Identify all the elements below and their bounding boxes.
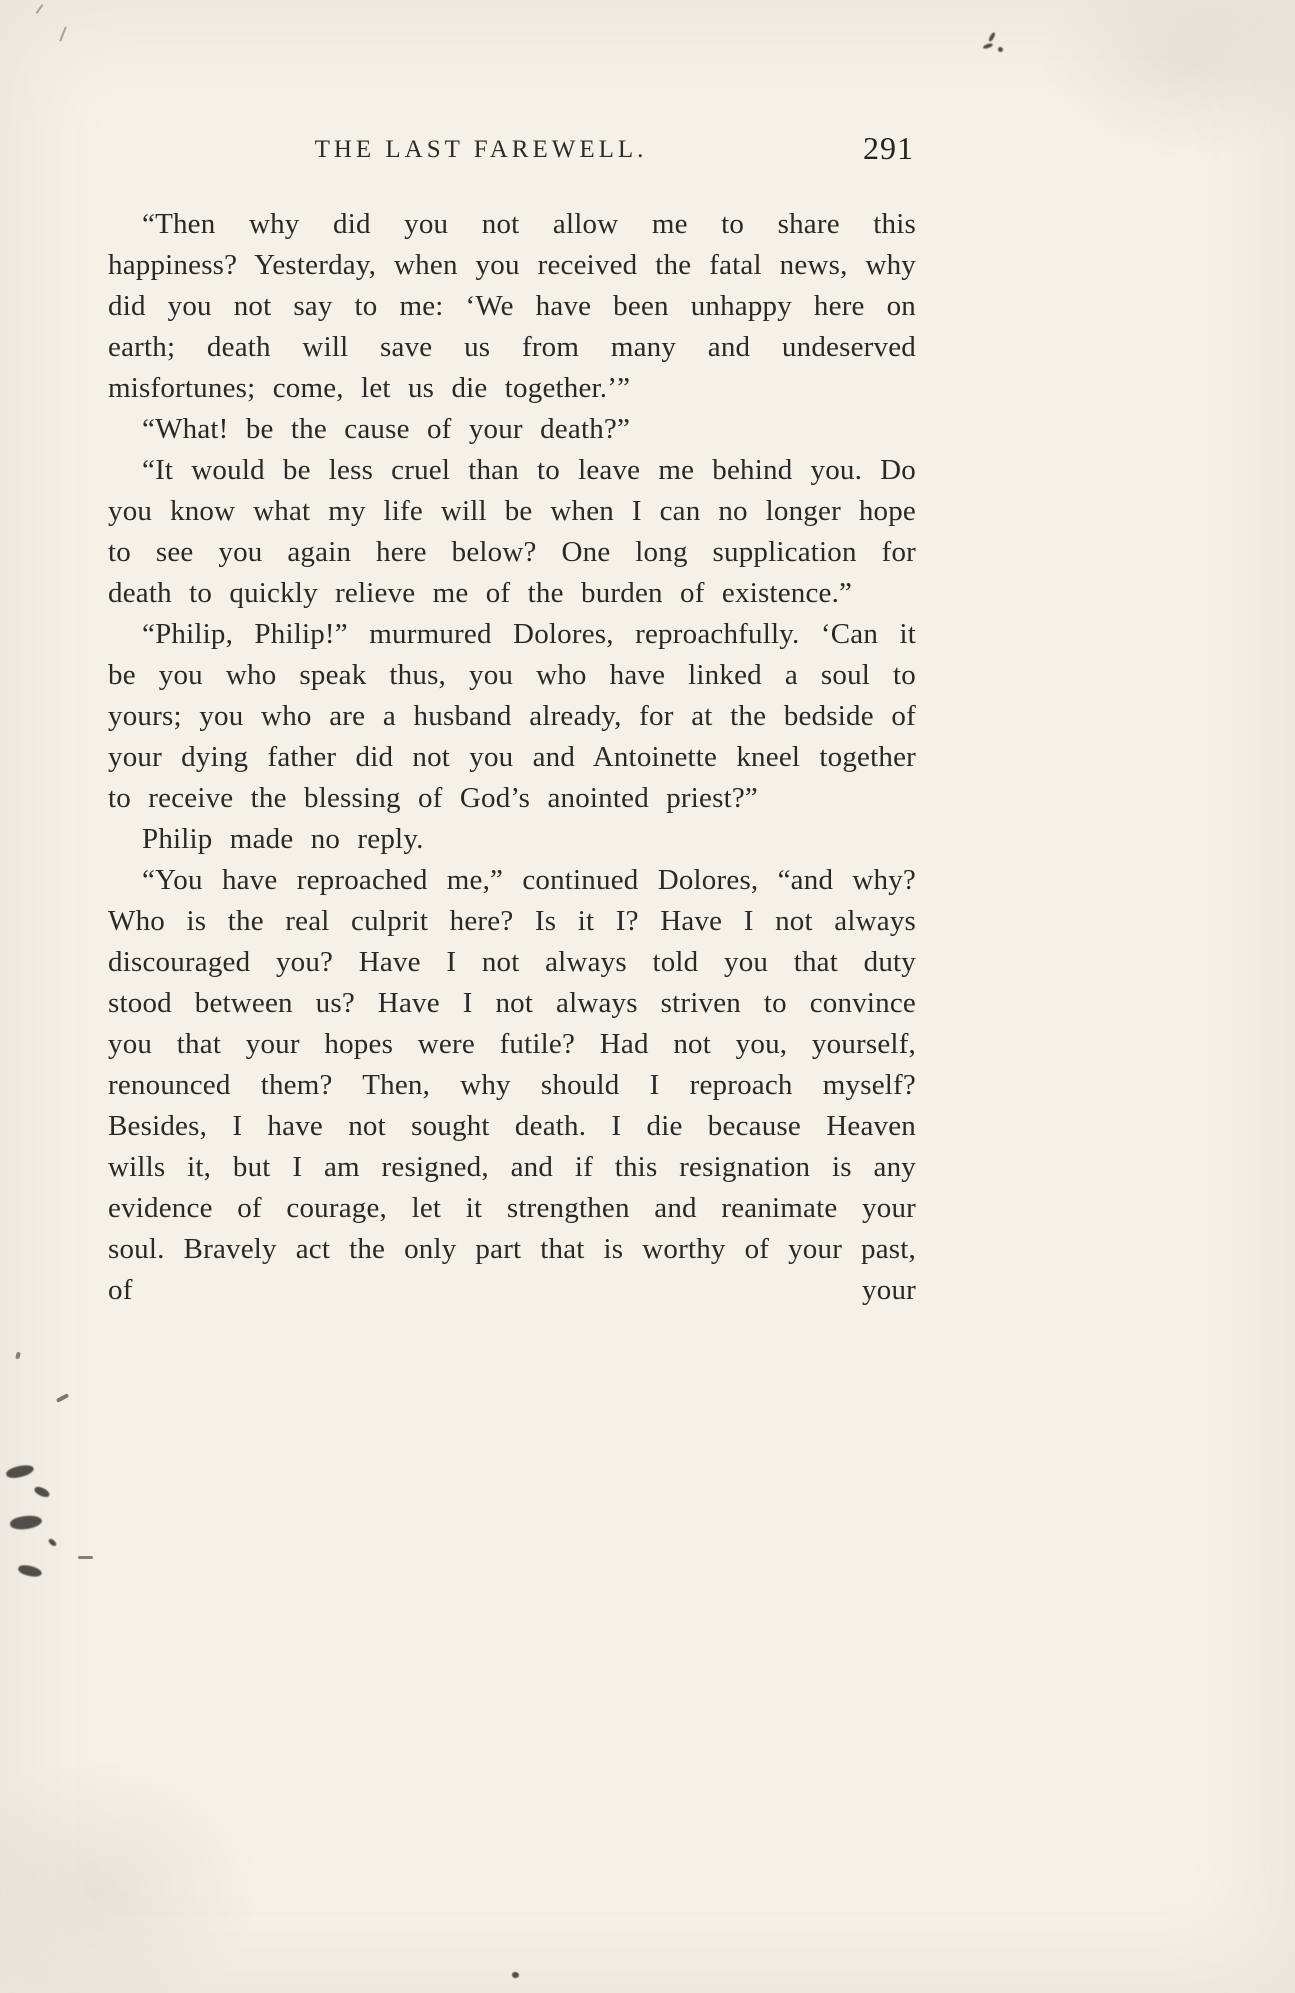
running-title: THE LAST FAREWELL. [314, 136, 648, 163]
margin-dash-bottom-left [78, 1556, 93, 1559]
margin-tick-left-1 [15, 1352, 21, 1360]
paragraph-3: “It would be less cruel than to leave me behind you. Do you know what my life will be when I can no longer hope to see you again here below? One long supplication for death to quickly relieve me of the burden of existence.” [108, 454, 916, 609]
paper-smudge-top-right [1040, 0, 1295, 160]
page-body [108, 204, 916, 1311]
margin-tick-left-2 [56, 1393, 69, 1403]
ink-blot-bottom-left-1 [5, 1463, 35, 1480]
paragraph-2: “What! be the cause of your death?” [142, 413, 631, 445]
ink-blot-bottom-left-3 [9, 1514, 42, 1531]
ink-blot-bottom-left-5 [17, 1564, 43, 1579]
ink-mark-top-right-1 [988, 32, 996, 43]
ink-dot-bottom-center [512, 1972, 519, 1978]
paragraph-5: Philip made no reply. [142, 823, 424, 855]
ink-mark-top-right-3 [998, 47, 1003, 52]
ink-blot-bottom-left-2 [33, 1485, 51, 1499]
ink-blot-bottom-left-4 [47, 1538, 57, 1548]
page-number: 291 [863, 130, 914, 166]
paragraph-1: “Then why did you not allow me to share this happiness? Yesterday, when you received the fatal news, why did you not say to me: ‘We have been unhappy here on earth; death will save us from many and undeserved misfortunes; come, let us die together.’” [108, 208, 916, 404]
ink-mark-top-right-2 [983, 42, 994, 49]
scan-mark-top-left-slash [59, 26, 67, 42]
paper-smudge-bottom-left [0, 1760, 260, 1993]
paragraph-6: “You have reproached me,” continued Dolores, “and why? Who is the real culprit here? Is it I? Have I not always discouraged you? Have I not always told you that duty stood between us? Have I not always striven to convince you that your hopes were futile? Had not you, yourself, renounced them? Then, why should I reproach myself? Besides, I have not sought death. I die because Heaven wills it, but I am resigned, and if this resignation is any evidence of courage, let it strengthen and reanimate your soul. Bravely act the only part that is worthy of your past, of your [108, 864, 916, 1306]
scan-mark-top-left-angle [36, 4, 44, 14]
page-header [108, 130, 914, 180]
paragraph-4: “Philip, Philip!” murmured Dolores, reproachfully. ‘Can it be you who speak thus, you who have linked a soul to yours; you who are a husband already, for at the bedside of your dying father did not you and Antoinette kneel together to receive the blessing of God’s anointed priest?” [108, 618, 916, 814]
